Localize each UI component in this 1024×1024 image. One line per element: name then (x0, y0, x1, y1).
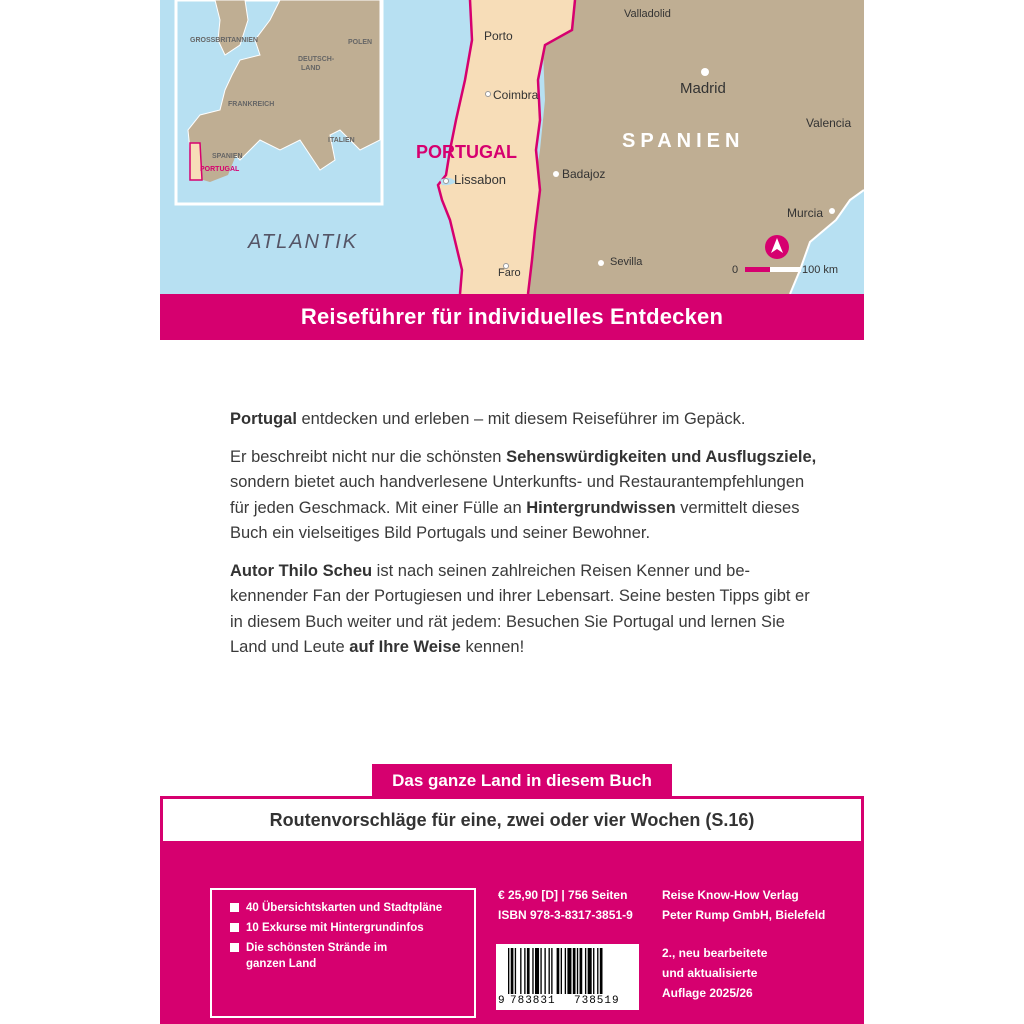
city-label-coimbra: Coimbra (493, 88, 539, 102)
city-label-valladolid: Valladolid (624, 8, 671, 20)
scale-label-distance: 100 km (802, 264, 839, 276)
city-dot-coimbra (485, 91, 491, 97)
inset-label-portugal: PORTUGAL (200, 166, 240, 173)
text: entdecken und erleben – mit diesem Reiseführer im Gepäck. (296, 410, 746, 428)
barcode-bar (593, 948, 594, 994)
feature-item (230, 920, 460, 936)
city-dot-murcia (829, 208, 835, 214)
scale-bar-half (770, 267, 801, 272)
barcode-bar (532, 948, 533, 994)
routes-banner: Routenvorschläge für eine, zwei oder vier Wochen (S.16) (163, 799, 861, 841)
inset-label-polen: POLEN (348, 39, 373, 46)
feature-text: 10 Exkurse mit Hintergrundinfos (246, 922, 424, 934)
city-label-porto: Porto (484, 29, 513, 43)
barcode-bar (577, 948, 578, 994)
barcode-bar (573, 948, 576, 994)
barcode-digit-prefix: 9 (498, 995, 505, 1007)
city-dot-sevilla (598, 260, 604, 266)
barcode-bar (549, 948, 550, 994)
text: sondern bietet auch handverlesene Unterkunfts- und Restaurantempfehlungen für jeden Geschmack. Mit einer Fülle an (230, 473, 805, 517)
feature-text: Die schönsten Strände im ganzen Land (246, 942, 388, 970)
city-label-valencia: Valencia (806, 116, 852, 130)
north-arrow-icon (764, 234, 790, 260)
barcode-bar (524, 948, 525, 994)
barcode-bar (544, 948, 545, 994)
city-label-badajoz: Badajoz (562, 167, 606, 181)
barcode-bar (561, 948, 562, 994)
inset-label-deutschland-1: DEUTSCH- (298, 56, 335, 63)
bold-text: Hintergrundwissen (526, 498, 676, 517)
barcode-bar (588, 948, 592, 994)
barcode-bar (557, 948, 560, 994)
inset-label-deutschland-2: LAND (301, 65, 321, 72)
book-back-cover (160, 0, 864, 1024)
barcode-bar (515, 948, 516, 994)
barcode-bar (540, 948, 541, 994)
barcode-bar (585, 948, 586, 994)
paragraph-author (230, 559, 820, 661)
checkbox-icon (230, 903, 239, 912)
city-label-sevilla: Sevilla (610, 256, 643, 268)
barcode (496, 944, 639, 1010)
city-label-murcia: Murcia (787, 206, 824, 220)
barcode-bar (565, 948, 566, 994)
feature-text: 40 Übersichtskarten und Stadtpläne (246, 902, 443, 914)
city-dot-badajoz (553, 171, 559, 177)
feature-item (230, 940, 430, 972)
barcode-bar (527, 948, 530, 994)
edition-line-2: und aktualisierte (662, 966, 758, 980)
edition-line-1: 2., neu bearbeitete (662, 946, 768, 960)
text: ist nach seinen zahlreichen Reisen Kenner und bekennender Fan der Portugiesen und ihrer Lebensart. Seine besten Tipps gibt er in diesem Buch weiter und rät jedem: Besuchen Sie Portugal und lernen Sie Land und Leute (230, 561, 810, 656)
country-label-portugal: PORTUGAL (416, 142, 517, 162)
map (160, 0, 864, 294)
checkbox-icon (230, 943, 239, 952)
city-label-madrid: Madrid (680, 80, 726, 97)
price-pages: € 25,90 [D] | 756 Seiten (498, 888, 628, 902)
barcode-bar (600, 948, 603, 994)
barcode-bar (567, 948, 571, 994)
description-text (230, 407, 820, 673)
barcode-bar (520, 948, 521, 994)
inset-label-italien: ITALIEN (328, 137, 355, 144)
inset-label-frankreich: FRANKREICH (228, 101, 275, 108)
isbn: ISBN 978-3-8317-3851-9 (498, 908, 633, 922)
city-label-lissabon: Lissabon (454, 172, 507, 187)
bold-text: Sehenswürdigkeiten und Ausflugsziele, (506, 447, 817, 466)
country-label-spanien: SPANIEN (622, 130, 745, 152)
feature-item (230, 900, 460, 916)
publisher-address: Peter Rump GmbH, Bielefeld (662, 908, 826, 922)
bold-text: Autor Thilo Scheu (230, 561, 373, 580)
barcode-digits-left: 783831 (510, 995, 556, 1007)
paragraph-description (230, 445, 820, 547)
info-section (160, 796, 864, 1024)
publisher-name: Reise Know-How Verlag (662, 888, 799, 902)
inset-label-grossbritannien: GROSSBRITANNIEN (190, 37, 258, 44)
scale-label-zero: 0 (732, 264, 739, 276)
barcode-bar (551, 948, 552, 994)
bold-text: Portugal (230, 410, 297, 428)
barcode-bar (597, 948, 598, 994)
bold-text: auf Ihre Weise (349, 638, 461, 656)
edition-line-3: Auflage 2025/26 (662, 986, 753, 1000)
text: kennen! (460, 638, 525, 656)
section-tab: Das ganze Land in diesem Buch (372, 764, 672, 798)
city-dot-madrid (701, 68, 709, 76)
barcode-digits-right: 738519 (574, 995, 620, 1007)
features-box (210, 888, 476, 1018)
barcode-bar (508, 948, 509, 994)
text: vermittelt dieses Buch ein vielseitiges Bild Portugals und seiner Bewohner. (230, 498, 800, 542)
city-dot-lissabon (443, 178, 449, 184)
sea-label-atlantik: ATLANTIK (248, 231, 359, 253)
city-label-faro: Faro (498, 267, 521, 279)
tagline-banner: Reiseführer für individuelles Entdecken (160, 294, 864, 340)
text: Er beschreibt nicht nur die schönsten (230, 447, 507, 466)
barcode-bar (511, 948, 514, 994)
checkbox-icon (230, 923, 239, 932)
inset-label-spanien: SPANIEN (212, 153, 243, 160)
barcode-bar (535, 948, 539, 994)
barcode-bar (580, 948, 583, 994)
paragraph-intro (230, 407, 820, 433)
